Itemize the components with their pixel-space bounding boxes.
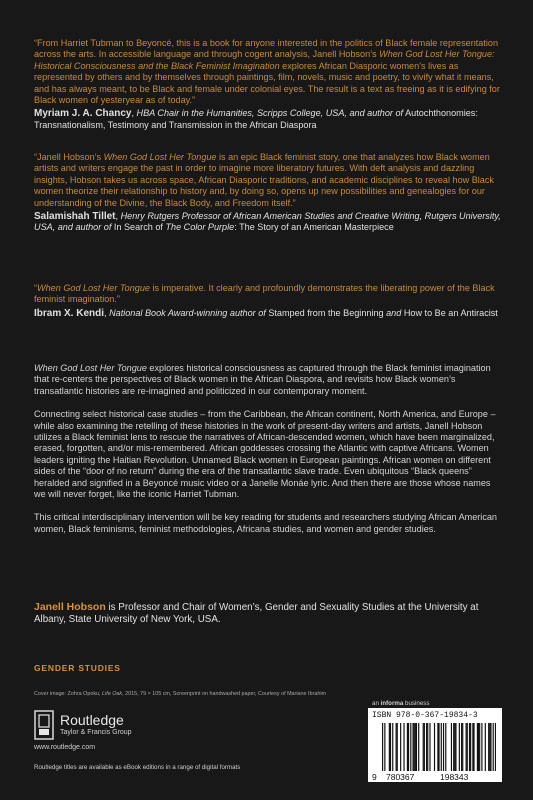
barcode-bar xyxy=(434,723,435,771)
barcode-bar xyxy=(424,723,425,771)
author-bio-body: is Professor and Chair of Women’s, Gender and Sexuality Studies at the University at Albany, State University of New York, USA. xyxy=(34,602,479,626)
barcode-bar xyxy=(443,723,444,771)
author-bio-text xyxy=(34,601,504,626)
description-book-title: When God Lost Her Tongue xyxy=(34,363,147,373)
barcode-bar xyxy=(470,723,471,771)
author-name: Janell Hobson xyxy=(34,601,106,613)
blurb-2-sep: , xyxy=(115,211,121,222)
barcode-bar xyxy=(453,723,454,771)
barcode-bar xyxy=(455,723,456,771)
barcode-digit-lead: 9 xyxy=(372,772,377,782)
barcode-bar xyxy=(467,723,468,771)
blurb-3-sep: , xyxy=(104,307,110,318)
blurb-1-attribution xyxy=(34,108,504,131)
blurb-2-author-book-rest: : The Story of an American Masterpiece xyxy=(234,222,394,233)
barcode-bar xyxy=(488,723,489,771)
cover-credit-title: Life Oak xyxy=(102,691,123,697)
barcode-bar xyxy=(397,723,398,771)
blurb-1-quote xyxy=(34,38,504,106)
barcode-bar xyxy=(485,723,486,771)
cover-credit xyxy=(34,682,504,700)
informa-post: business xyxy=(403,700,430,707)
barcode-bar xyxy=(410,723,411,771)
cover-credit-post: , 2015, 79 × 105 cm, Screenprint on handwashed paper, Courtesy of Mariane Ibrahim xyxy=(122,691,327,697)
barcode-bar xyxy=(392,723,393,771)
blurb-3-quote-open: “ xyxy=(34,283,38,293)
barcode-bar xyxy=(403,723,404,771)
publisher-logo xyxy=(34,710,234,740)
barcode-bar xyxy=(390,723,391,771)
barcode-bar xyxy=(384,723,385,771)
barcode-bar xyxy=(437,723,438,771)
blurb-3 xyxy=(34,283,504,319)
barcode-bar xyxy=(389,723,390,771)
blurb-2-quote-text-2: is an epic Black feminist story, one that analyzes how Black women artists and writers engage the past in order to imagine more liberatory futures. With deft analysis and dazzling insights, Hobson takes us across space, African Diasporic traditions, and academic disciplines to reveal how Black women theorize their relationship to history and, by doing so, opens up new possibilities and genealogies for our understanding of the Divine, the Black Body, and Freedom itself.” xyxy=(34,152,494,208)
description xyxy=(34,363,504,535)
barcode-bar xyxy=(408,723,409,771)
barcode-bar xyxy=(416,723,417,771)
blurb-2-attribution xyxy=(34,211,504,234)
barcode-bar xyxy=(423,723,424,771)
subject-label: GENDER STUDIES xyxy=(34,663,121,673)
blurb-3-attribution xyxy=(34,308,504,319)
description-p1-text: explores historical consciousness as captured through the Black feminist imagination that re-centers the perspectives of Black women in the African Diaspora, and revisits how Black women’s transatlantic histories are re-imagined and politicized in our contemporary moment. xyxy=(34,363,491,396)
barcode-bar xyxy=(427,723,428,771)
blurb-3-author: Ibram X. Kendi xyxy=(34,307,105,319)
barcode-bar xyxy=(477,723,478,771)
blurb-2 xyxy=(34,152,504,234)
informa-business xyxy=(372,700,429,707)
barcode-bar xyxy=(495,723,496,771)
blurb-2-author-book: In Search of xyxy=(111,222,166,233)
subject-category xyxy=(34,658,504,676)
blurb-1-book-title: When God Lost Her Tongue: Historical Consciousness and the Black Feminist Imagination xyxy=(34,49,495,71)
barcode-bar xyxy=(479,723,480,771)
blurb-2-book-title: When God Lost Her Tongue xyxy=(103,152,217,162)
blurb-1-author: Myriam J. A. Chancy xyxy=(34,108,132,120)
barcode-bar xyxy=(415,723,416,771)
barcode-digits-right: 198343 xyxy=(440,772,469,782)
routledge-logo-icon xyxy=(34,710,54,740)
barcode-bar xyxy=(466,723,467,771)
blurb-1-author-book: Autochthonomies: Transnationalism, Testimony and Transmission in the African Diaspora xyxy=(34,108,478,130)
barcode-bar xyxy=(454,723,455,771)
barcode-bar xyxy=(438,723,439,771)
barcode-bar xyxy=(493,723,494,771)
barcode-bar xyxy=(478,723,479,771)
barcode-bar xyxy=(445,723,446,771)
barcode-bar xyxy=(412,723,413,771)
barcode-bar xyxy=(490,723,491,771)
blurb-2-author-book-title: The Color Purple xyxy=(165,222,235,233)
blurb-3-author-book-2: How to Be an Antiracist xyxy=(401,307,498,318)
barcode-bar xyxy=(426,723,427,771)
isbn-number: ISBN 978-0-367-19834-3 xyxy=(372,711,478,720)
barcode-bar xyxy=(451,723,452,771)
blurb-3-and: and xyxy=(386,307,402,318)
blurb-3-quote xyxy=(34,283,504,306)
barcode-bar xyxy=(382,723,383,771)
blurb-1-sep: , xyxy=(131,108,137,119)
blurb-2-quote xyxy=(34,152,504,209)
barcode-bar xyxy=(481,723,482,771)
informa-bold: informa xyxy=(380,700,404,707)
blurb-1-quote-text-2: explores African Diasporic women’s lives as represented by others and by themselves through paintings, film, novels, music and poetry, to vivify what it means, and has always meant, to be Black and female under colonial eyes. The result is a text as freeing as it is edifying for Black women of yesteryear as of today.” xyxy=(34,60,500,106)
publisher-subtitle: Taylor & Francis Group xyxy=(60,729,132,736)
barcode-bar xyxy=(418,723,419,771)
blurb-3-book-title: When God Lost Her Tongue xyxy=(37,283,150,293)
barcode-bar xyxy=(429,723,430,771)
barcode-bar xyxy=(473,723,474,771)
blurb-1 xyxy=(34,38,504,131)
description-p2: Connecting select historical case studies – from the Caribbean, the African continent, North America, and Europe – while also examining the retelling of these histories in the work of present-day writers and artists, Janell Hobson utilizes a Black feminist lens to rescue the narratives of African-descended women, which have been marginalized, erased, forgotten, and/or mis-remembered. African goddesses crossing the Atlantic with captive Africans. Women leaders igniting the Haitian Revolution. Unnamed Black women in European paintings. African women on different sides of the “door of no return” during the era of the transatlantic slave trade. Even ubiquitous “Black queens” heralded and signified in a Beyoncé music video or a Janelle Monáe lyric. And then there are those whose names we will never forget, like the iconic Harriet Tubman. xyxy=(34,409,496,500)
blurb-3-quote-text: is imperative. It clearly and profoundly demonstrates the liberating power of the Black feminist imagination.” xyxy=(34,283,495,305)
barcode-digits-left: 780367 xyxy=(386,772,415,782)
description-p3: This critical interdisciplinary intervention will be key reading for students and researchers studying African American women, Black feminisms, feminist methodologies, Africana studies, and women and gender studies. xyxy=(34,512,497,534)
ebook-note: Routledge titles are available as eBook editions in a range of digital formats xyxy=(34,764,241,771)
barcode-icon xyxy=(382,723,496,771)
barcode-bar xyxy=(472,723,473,771)
blurb-3-affiliation: National Book Award-winning author of xyxy=(109,307,266,318)
barcode-bar xyxy=(469,723,470,771)
blurb-3-author-book: Stamped from the Beginning xyxy=(265,307,387,318)
blurb-2-affiliation: Henry Rutgers Professor of African American Studies and Creative Writing, Rutgers University, USA, and author of xyxy=(34,211,501,233)
author-bio xyxy=(34,601,504,626)
barcode-bar xyxy=(489,723,490,771)
blurb-2-quote-text: “Janell Hobson’s xyxy=(34,152,104,162)
publisher-url[interactable]: www.routledge.com xyxy=(34,744,96,751)
cover-credit-text xyxy=(34,691,326,697)
barcode-bar xyxy=(462,723,463,771)
publisher-name: Routledge xyxy=(60,712,124,728)
barcode-bar xyxy=(414,723,415,771)
barcode-bar xyxy=(400,723,401,771)
informa-pre: an xyxy=(372,700,381,707)
blurb-2-author: Salamishah Tillet xyxy=(34,211,116,223)
blurb-1-affiliation: HBA Chair in the Humanities, Scripps College, USA, and author of xyxy=(136,108,404,119)
barcode-bar xyxy=(407,723,408,771)
cover-credit-pre: Cover image: Zohra Opoku, xyxy=(34,691,103,697)
barcode-bar xyxy=(396,723,397,771)
barcode-bar xyxy=(441,723,442,771)
barcode-bar xyxy=(459,723,460,771)
blurb-1-quote-text: “From Harriet Tubman to Beyoncé, this is a book for anyone interested in the politics of Black female representation across the arts. In accessible language and through cogent analysis, Janell Hobson’s xyxy=(34,38,499,60)
description-p1 xyxy=(34,363,504,397)
barcode-bar xyxy=(461,723,462,771)
